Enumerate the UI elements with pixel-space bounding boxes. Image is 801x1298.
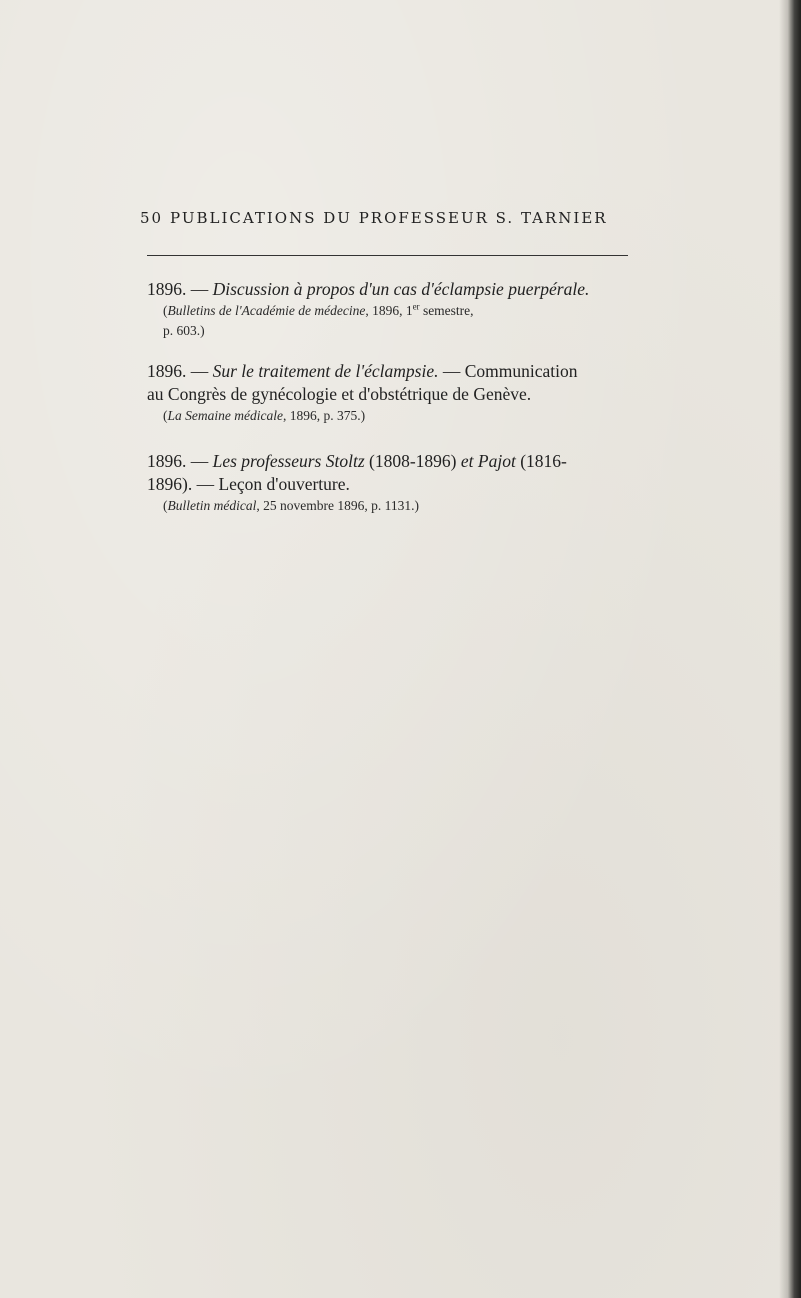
entry-title-rest: — Communication	[438, 361, 578, 381]
entry-title: Sur le traitement de l'éclampsie.	[212, 361, 439, 381]
entry-line-2: au Congrès de gynécologie et d'obstétrique de Genève.	[147, 384, 532, 404]
source-journal: Bulletins de l'Académie de médecine	[167, 303, 366, 318]
entry-title-line	[147, 360, 647, 383]
entry-source: (La Semaine médicale, 1896, p. 375.)	[163, 408, 366, 423]
entry-title-a: Les professeurs Stoltz	[212, 451, 365, 471]
running-title: PUBLICATIONS DU PROFESSEUR S. TARNIER	[170, 209, 608, 227]
entry-title: Discussion à propos d'un cas d'éclampsie puerpérale.	[212, 279, 590, 299]
bibliography-entry	[147, 278, 647, 341]
entry-dash: —	[190, 361, 209, 381]
entry-title-c: Pajot	[473, 451, 516, 471]
page-edge-shadow	[779, 0, 801, 1298]
bibliography-entry	[147, 450, 647, 516]
entry-source: (Bulletin médical, 25 novembre 1896, p. 1131.)	[163, 498, 419, 513]
entry-source-continued: p. 603.)	[163, 323, 205, 338]
bibliography-entry	[147, 360, 647, 426]
entry-year: 1896.	[147, 451, 187, 471]
entry-year: 1896.	[147, 361, 187, 381]
entry-source: (Bulletins de l'Académie de médecine, 1896, 1er semestre,	[163, 301, 474, 318]
entry-dash: —	[190, 451, 209, 471]
entry-title-line: 1896. — Les professeurs Stoltz (1808-1896) et Pajot (1816-	[147, 451, 567, 471]
source-journal: La Semaine médicale	[167, 408, 283, 423]
source-journal: Bulletin médical	[167, 498, 257, 513]
page-number: 50	[140, 209, 164, 227]
entry-year: 1896.	[147, 279, 187, 299]
header-rule	[147, 255, 628, 256]
entry-line-2: 1896). — Leçon d'ouverture.	[147, 474, 350, 494]
entry-dash: —	[190, 279, 209, 299]
entry-title-line	[147, 278, 647, 301]
